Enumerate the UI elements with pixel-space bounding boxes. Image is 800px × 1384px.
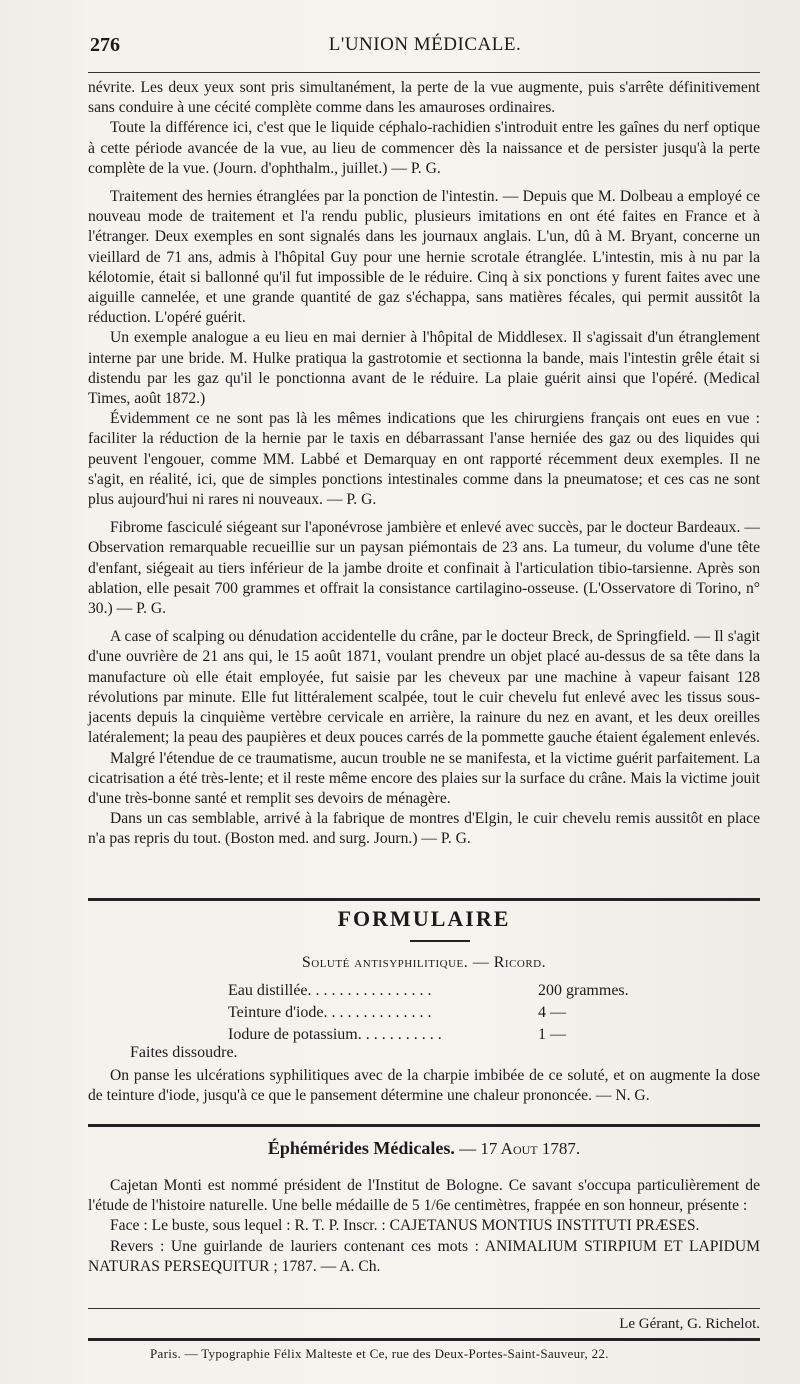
page-number: 276	[90, 34, 120, 56]
ingredient-list	[228, 980, 648, 1046]
paragraph: Cajetan Monti est nommé président de l'Institut de Bologne. Ce savant s'occupa particulièrement de l'étude de l'histoire naturelle. Une belle médaille de 5 1/6e centimètres, frappée en son honneur, présente :	[88, 1177, 760, 1215]
ingredient-row	[228, 1024, 648, 1046]
gerant-signature: Le Gérant, G. Richelot.	[619, 1316, 760, 1332]
paragraph: Fibrome fasciculé siégeant sur l'aponévrose jambière et enlevé avec succès, par le docteur Bardeaux. — Observation remarquable recueillie sur un paysan piémontais de 23 ans. La tumeur, du volume d'une tête d'enfant, siégeait au tiers inférieur de la jambe droite et confinait à l'articulation tibio-tarsienne. Après son ablation, elle pesait 700 grammes et offrait la consistance cartilagino-osseuse. (L'Osservatore di Torino, n° 30.) — P. G.	[88, 519, 760, 618]
article-body	[88, 78, 760, 850]
paragraph: A case of scalping ou dénudation accidentelle du crâne, par le docteur Breck, de Springfield. — Il s'agit d'une ouvrière de 21 ans qui, le 15 août 1871, voulant prendre un objet placé au-dessus de sa tête dans la manufacture où elle était employée, fut saisie par les cheveux par une machine à vapeur faisant 128 révolutions par minute. Elle fut littéralement scalpée, tout le cuir chevelu fut enlevé avec les tissus sous-jacents depuis la cinquième vertèbre cervicale en arrière, la rainure du nez en avant, et les deux oreilles latéralement; la peau des paupières et deux pouces carrés de la pommette gauche étaient également enlevés.	[88, 628, 760, 747]
ingredient-name: Eau distillée. . . . . . . . . . . . . . . .	[228, 982, 432, 999]
footer-rule	[88, 1308, 760, 1309]
paragraph: névrite. Les deux yeux sont pris simultanément, la perte de la vue augmente, puis s'arrête définitivement sans conduire à une cécité complète comme dans les amauroses ordinaires.	[88, 79, 760, 117]
ingredient-qty: 1 —	[538, 1026, 566, 1043]
ingredient-row	[228, 1002, 648, 1024]
paragraph: Évidemment ce ne sont pas là les mêmes indications que les chirurgiens français ont eues en vue : faciliter la réduction de la hernie par le taxis en débarrassant l'anse herniée des gaz ou des liquides qui peuvent l'engouer, comme MM. Labbé et Demarquay en ont rapporté récemment deux exemples. Il ne s'agit, en réalité, ici, que de simples ponctions intestinales comme dans la pneumatose; et ces cas ne sont plus aujourd'hui ni rares ni nouveaux. — P. G.	[88, 410, 760, 509]
ephemerides-body	[88, 1176, 760, 1277]
printer-imprint: Paris. — Typographie Félix Malteste et Ce, rue des Deux-Portes-Saint-Sauveur, 22.	[150, 1346, 609, 1361]
section-rule	[88, 1124, 760, 1127]
section-rule	[88, 898, 760, 901]
ingredient-qty: 4 —	[538, 1004, 566, 1021]
paragraph: Face : Le buste, sous lequel : R. T. P. Inscr. : CAJETANUS MONTIUS INSTITUTI PRÆSES.	[110, 1217, 700, 1235]
paragraph: Un exemple analogue a eu lieu en mai dernier à l'hôpital de Middlesex. Il s'agissait d'un étranglement interne par une bride. M. Hulke pratiqua la gastrotomie et sectionna la bande, mais l'intestin grêle était si distendu par les gaz qu'il le ponctionna avant de le réduire. La plaie guérit ainsi que l'opéré. (Medical Times, août 1872.)	[88, 329, 760, 408]
paragraph: On panse les ulcérations syphilitiques avec de la charpie imbibée de ce soluté, et on augmente la dose de teinture d'iode, jusqu'à ce que le pansement détermine une chaleur prononcée. — N. G.	[88, 1067, 760, 1105]
paragraph: Dans un cas semblable, arrivé à la fabrique de montres d'Elgin, le cuir chevelu remis aussitôt en place n'a pas repris du tout. (Boston med. and surg. Journ.) — P. G.	[88, 810, 760, 848]
ephemerides-date: — 17 Aout 1787.	[459, 1139, 581, 1158]
recipe-instruction: Faites dissoudre.	[130, 1044, 238, 1061]
ingredient-name: Iodure de potassium. . . . . . . . . . .	[228, 1026, 442, 1043]
paragraph: Toute la différence ici, c'est que le liquide céphalo-rachidien s'introduit entre les gaînes du nerf optique à cette période avancée de la vue, au lieu de commencer dès la naissance et de persister jusqu'à la perte complète de la vue. (Journ. d'ophthalm., juillet.) — P. G.	[88, 119, 760, 177]
running-head: L'UNION MÉDICALE.	[328, 34, 522, 55]
ephemerides-title	[88, 1138, 760, 1159]
formulaire-note	[88, 1066, 760, 1106]
recipe-title: Soluté antisyphilitique. — Ricord.	[301, 954, 547, 971]
paragraph: Malgré l'étendue de ce traumatisme, aucun trouble ne se manifesta, et la victime guérit parfaitement. La cicatrisation a été très-lente; et il reste même encore des plaies sur la surface du crâne. Mais la victime jouit d'une très-bonne santé et remplit ses devoirs de ménagère.	[88, 749, 760, 807]
formulaire-title: FORMULAIRE	[337, 906, 511, 931]
page-header	[90, 30, 760, 64]
ingredient-name: Teinture d'iode. . . . . . . . . . . . . .	[228, 1004, 432, 1021]
title-underline	[410, 940, 470, 942]
footer-rule-thick	[88, 1338, 760, 1341]
ingredient-qty: 200 grammes.	[538, 982, 629, 999]
paragraph: Revers : Une guirlande de lauriers contenant ces mots : ANIMALIUM STIRPIUM ET LAPIDUM NATURAS PERSEQUITUR ; 1787. — A. Ch.	[88, 1237, 760, 1275]
paragraph: Traitement des hernies étranglées par la ponction de l'intestin. — Depuis que M. Dolbeau a employé ce nouveau mode de traitement et l'a rendu public, plusieurs imitations en ont été faites en France et à l'étranger. Deux exemples en sont signalés dans les journaux anglais. L'un, dû à M. Bryant, concerne un vieillard de 71 ans, admis à l'hôpital Guy pour une hernie scrotale étranglée. L'intestin, mis à nu par la kélotomie, était si ballonné qu'il fut impossible de le réduire. Cinq à six ponctions y furent faites avec une aiguille cannelée, et une grande quantité de gaz s'échappa, sans matières fécales, qui permit aussitôt la réduction. L'opéré guérit.	[88, 188, 760, 327]
header-rule	[88, 72, 760, 73]
ephemerides-heading: Éphémérides Médicales.	[267, 1138, 455, 1158]
ingredient-row	[228, 980, 648, 1002]
